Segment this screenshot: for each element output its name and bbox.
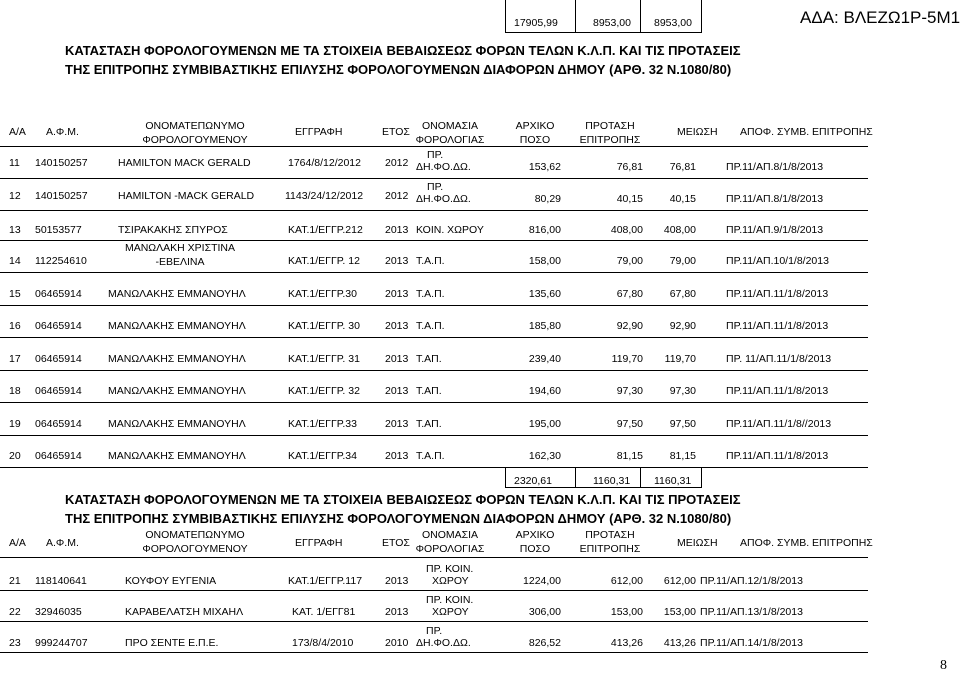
mid-total-proposal: 1160,31 [593, 475, 631, 487]
mid-total-original: 2320,61 [514, 475, 552, 487]
page-title-line1: ΚΑΤΑΣΤΑΣΗ ΦΟΡΟΛΟΓΟΥΜΕΝΩΝ ΜΕ ΤΑ ΣΤΟΙΧΕΙΑ ΒΕΒΑΙΩΣΕΩΣ ΦΟΡΩΝ ΤΕΛΩΝ Κ.Λ.Π. ΚΑΙ ΤΙΣ ΠΡΟΤΑΣΕΙΣ [65, 43, 741, 58]
page-number: 8 [940, 658, 947, 673]
top-total-reduction: 8953,00 [654, 17, 692, 29]
top-total-proposal: 8953,00 [593, 17, 631, 29]
page-title-line2: ΤΗΣ ΕΠΙΤΡΟΠΗΣ ΣΥΜΒΙΒΑΣΤΙΚΗΣ ΕΠΙΛΥΣΗΣ ΦΟΡΟΛΟΓΟΥΜΕΝΩΝ ΔΙΑΦΟΡΩΝ ΔΗΜΟΥ (ΑΡΘ. 32 Ν.1080/80) [65, 62, 732, 77]
mid-total-reduction: 1160,31 [654, 475, 692, 487]
top-total-original: 17905,99 [514, 17, 558, 29]
section2-title-line1: ΚΑΤΑΣΤΑΣΗ ΦΟΡΟΛΟΓΟΥΜΕΝΩΝ ΜΕ ΤΑ ΣΤΟΙΧΕΙΑ ΒΕΒΑΙΩΣΕΩΣ ΦΟΡΩΝ ΤΕΛΩΝ Κ.Λ.Π. ΚΑΙ ΤΙΣ ΠΡΟΤΑΣΕΙΣ [65, 492, 741, 507]
ada-code: ΑΔΑ: ΒΛΕΖΩ1Ρ-5Μ1 [800, 8, 960, 27]
section2-title-line2: ΤΗΣ ΕΠΙΤΡΟΠΗΣ ΣΥΜΒΙΒΑΣΤΙΚΗΣ ΕΠΙΛΥΣΗΣ ΦΟΡΟΛΟΓΟΥΜΕΝΩΝ ΔΙΑΦΟΡΩΝ ΔΗΜΟΥ (ΑΡΘ. 32 Ν.1080/80) [65, 511, 732, 526]
